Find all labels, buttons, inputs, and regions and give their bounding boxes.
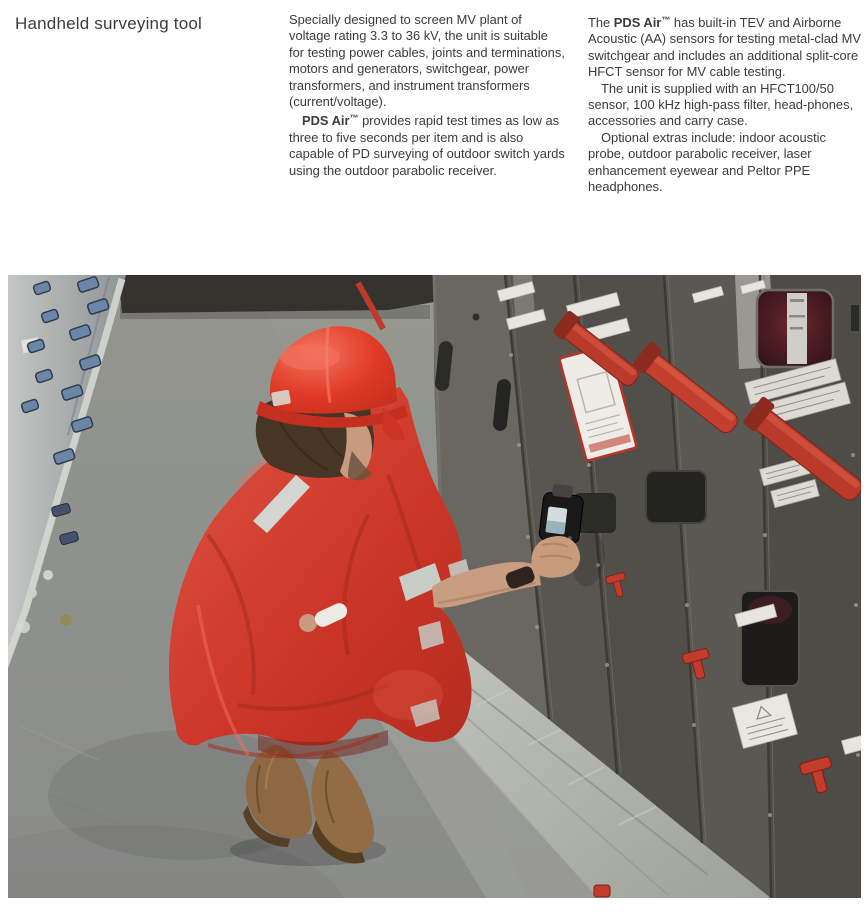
paragraph: PDS Air™ provides rapid test times as low as three to five seconds per item and is also capable of PD surveying of outdoor switch yards using the outdoor parabolic receiver. <box>289 113 565 178</box>
paragraph: Specially designed to screen MV plant of voltage rating 3.3 to 36 kV, the unit is suitable for testing power cables, joints and terminations, motors and generators, switchgear, power transformers, and instrument transformers (current/voltage). <box>289 12 565 110</box>
device-sensor-head <box>552 484 573 498</box>
product-photo <box>8 275 861 898</box>
page-title: Handheld surveying tool <box>15 14 202 33</box>
corridor-end <box>118 275 440 319</box>
paragraph: The unit is supplied with an HFCT100/50 sensor, 100 kHz high-pass filter, head-phones, accessories and carry case. <box>588 80 854 129</box>
paragraph: The PDS Air™ has built-in TEV and Airborne Acoustic (AA) sensors for testing metal-clad MV switchgear and includes an additional split-core HFCT sensor for MV cable testing. <box>588 15 861 80</box>
text-column-2 <box>588 12 865 195</box>
photo-illustration <box>8 275 861 898</box>
left-hand <box>299 614 317 632</box>
text-column-1 <box>289 12 566 179</box>
paragraph: Optional extras include: indoor acoustic probe, outdoor parabolic receiver, laser enhancement eyewear and Peltor PPE headphones. <box>588 129 826 195</box>
